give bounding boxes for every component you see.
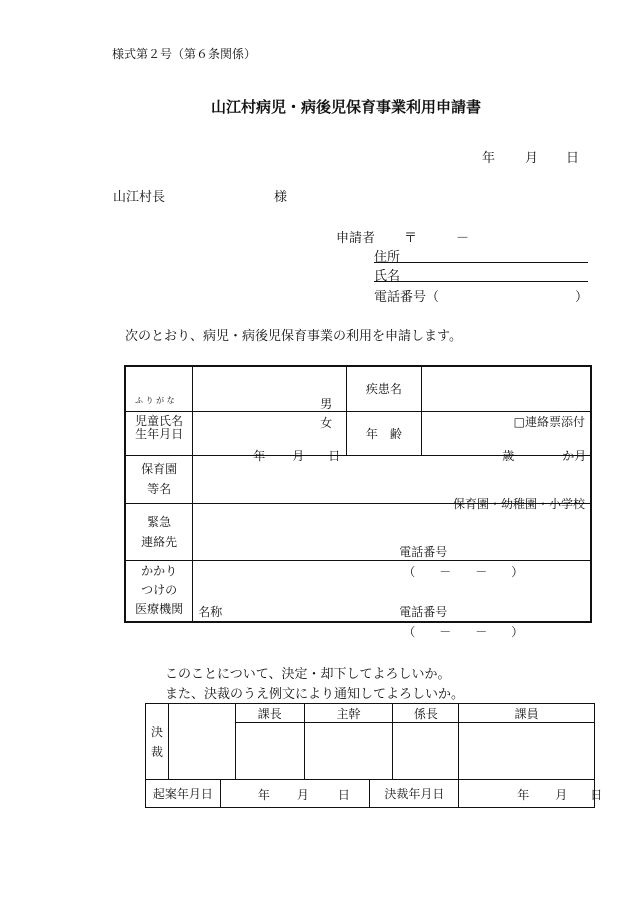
kain-label: 課員 xyxy=(514,706,539,721)
male-label[interactable]: 男 xyxy=(320,396,333,411)
birth-day-label: 日 xyxy=(328,449,341,463)
draft-year-label: 年 xyxy=(257,788,270,802)
decision-question-2: また、決裁のうえ例文により通知してよろしいか。 xyxy=(165,687,465,702)
approval-day-label: 日 xyxy=(590,788,603,802)
nursery-label-1: 保育園 xyxy=(141,462,178,476)
approval-month-label: 月 xyxy=(555,788,568,802)
kakaricho-stamp[interactable] xyxy=(393,723,459,780)
emergency-header xyxy=(125,503,193,560)
row-nursery xyxy=(125,455,591,503)
emergency-label-1: 緊急 xyxy=(147,514,172,529)
approval-table xyxy=(145,703,603,808)
statement: 次のとおり、病児・病後児保育事業の利用を申請します。 xyxy=(125,329,462,344)
date-day-label: 日 xyxy=(566,151,580,166)
addressee-honorific: 様 xyxy=(274,190,288,205)
clinic-header xyxy=(125,560,193,622)
draft-date-label: 起案年月日 xyxy=(152,787,213,801)
kakaricho-header xyxy=(393,704,459,723)
birth-year-label: 年 xyxy=(253,449,266,463)
kacho-header xyxy=(235,704,304,723)
form-number: 様式第２号（第６条関係） xyxy=(112,47,257,61)
postal-dash: － xyxy=(456,231,470,246)
kakaricho-label: 係長 xyxy=(413,706,438,721)
clinic-field[interactable] xyxy=(193,560,591,639)
disease-name-field[interactable] xyxy=(422,366,591,429)
clinic-label-1: かかり xyxy=(141,564,178,579)
birth-month-label: 月 xyxy=(292,449,305,463)
child-name-field[interactable] xyxy=(193,366,346,430)
disease-name-label: 疾患名 xyxy=(365,382,402,397)
phone-label: 電話番号（ xyxy=(374,290,440,305)
kessai-label-1: 決 xyxy=(150,724,163,739)
age-header xyxy=(346,411,422,455)
approval-date-field[interactable] xyxy=(459,780,603,808)
clinic-phone-format[interactable]: （ － － ） xyxy=(403,624,524,639)
approval-year-label: 年 xyxy=(517,788,530,802)
age-months-label: か月 xyxy=(562,449,587,463)
nursery-label-2: 等名 xyxy=(147,482,172,496)
draft-date-field[interactable] xyxy=(220,780,370,808)
child-name-label: 児童氏名 xyxy=(135,413,184,428)
shukan-header xyxy=(304,704,393,723)
address-line[interactable] xyxy=(374,246,588,263)
age-years-label: 歳 xyxy=(502,449,515,463)
nursery-header xyxy=(125,455,193,503)
clinic-label-3: 医療機関 xyxy=(135,602,184,617)
clinic-phone-label: 電話番号 xyxy=(399,604,448,619)
draft-date-header xyxy=(146,780,221,808)
contact-slip-checkbox[interactable]: □連絡票添付 xyxy=(513,414,585,429)
emergency-phone-format[interactable]: （ － － ） xyxy=(403,564,524,579)
kessai-header xyxy=(146,704,169,780)
shukan-label: 主幹 xyxy=(336,706,361,721)
birth-date-label: 生年月日 xyxy=(135,426,184,441)
kessai-blank xyxy=(168,704,235,780)
approval-date-header xyxy=(370,780,459,808)
child-name-header xyxy=(125,366,193,428)
row-child-name xyxy=(125,366,591,411)
name-line[interactable] xyxy=(374,265,588,282)
clinic-label-2: つけの xyxy=(141,583,178,598)
decision-question-1: このことについて、決定・却下してよろしいか。 xyxy=(165,667,451,682)
addressee-name: 山江村長 xyxy=(113,190,166,205)
nursery-options[interactable]: 保育園・幼稚園・小学校 xyxy=(452,497,585,511)
applicant-label: 申請者 xyxy=(336,231,376,246)
clinic-name-label: 名称 xyxy=(198,604,223,619)
draft-day-label: 日 xyxy=(337,788,350,802)
date-year-label: 年 xyxy=(482,151,496,166)
emergency-phone-label: 電話番号 xyxy=(399,544,448,559)
kain-header xyxy=(459,704,595,723)
page-title: 山江村病児・病後児保育事業利用申請書 xyxy=(211,98,482,116)
approval-date-row xyxy=(146,780,595,808)
shukan-stamp[interactable] xyxy=(304,723,393,780)
draft-month-label: 月 xyxy=(296,788,309,802)
date-month-label: 月 xyxy=(525,151,539,166)
furigana-label: ふ り が な xyxy=(135,395,175,405)
postal-mark: 〒 xyxy=(404,231,418,246)
kacho-stamp[interactable] xyxy=(235,723,304,780)
kain-stamp[interactable] xyxy=(459,723,595,780)
address-label: 住所 xyxy=(374,250,401,265)
emergency-label-2: 連絡先 xyxy=(141,534,178,549)
kessai-label-2: 裁 xyxy=(150,744,163,759)
disease-name-header xyxy=(346,366,422,411)
application-table xyxy=(124,365,592,639)
approval-header-row xyxy=(146,704,595,723)
kacho-label: 課長 xyxy=(257,706,282,721)
name-label: 氏名 xyxy=(374,269,401,284)
female-label[interactable]: 女 xyxy=(320,415,333,430)
approval-date-label: 決裁年月日 xyxy=(384,787,445,801)
phone-close: ） xyxy=(575,290,589,305)
age-label: 年 齢 xyxy=(365,426,402,441)
